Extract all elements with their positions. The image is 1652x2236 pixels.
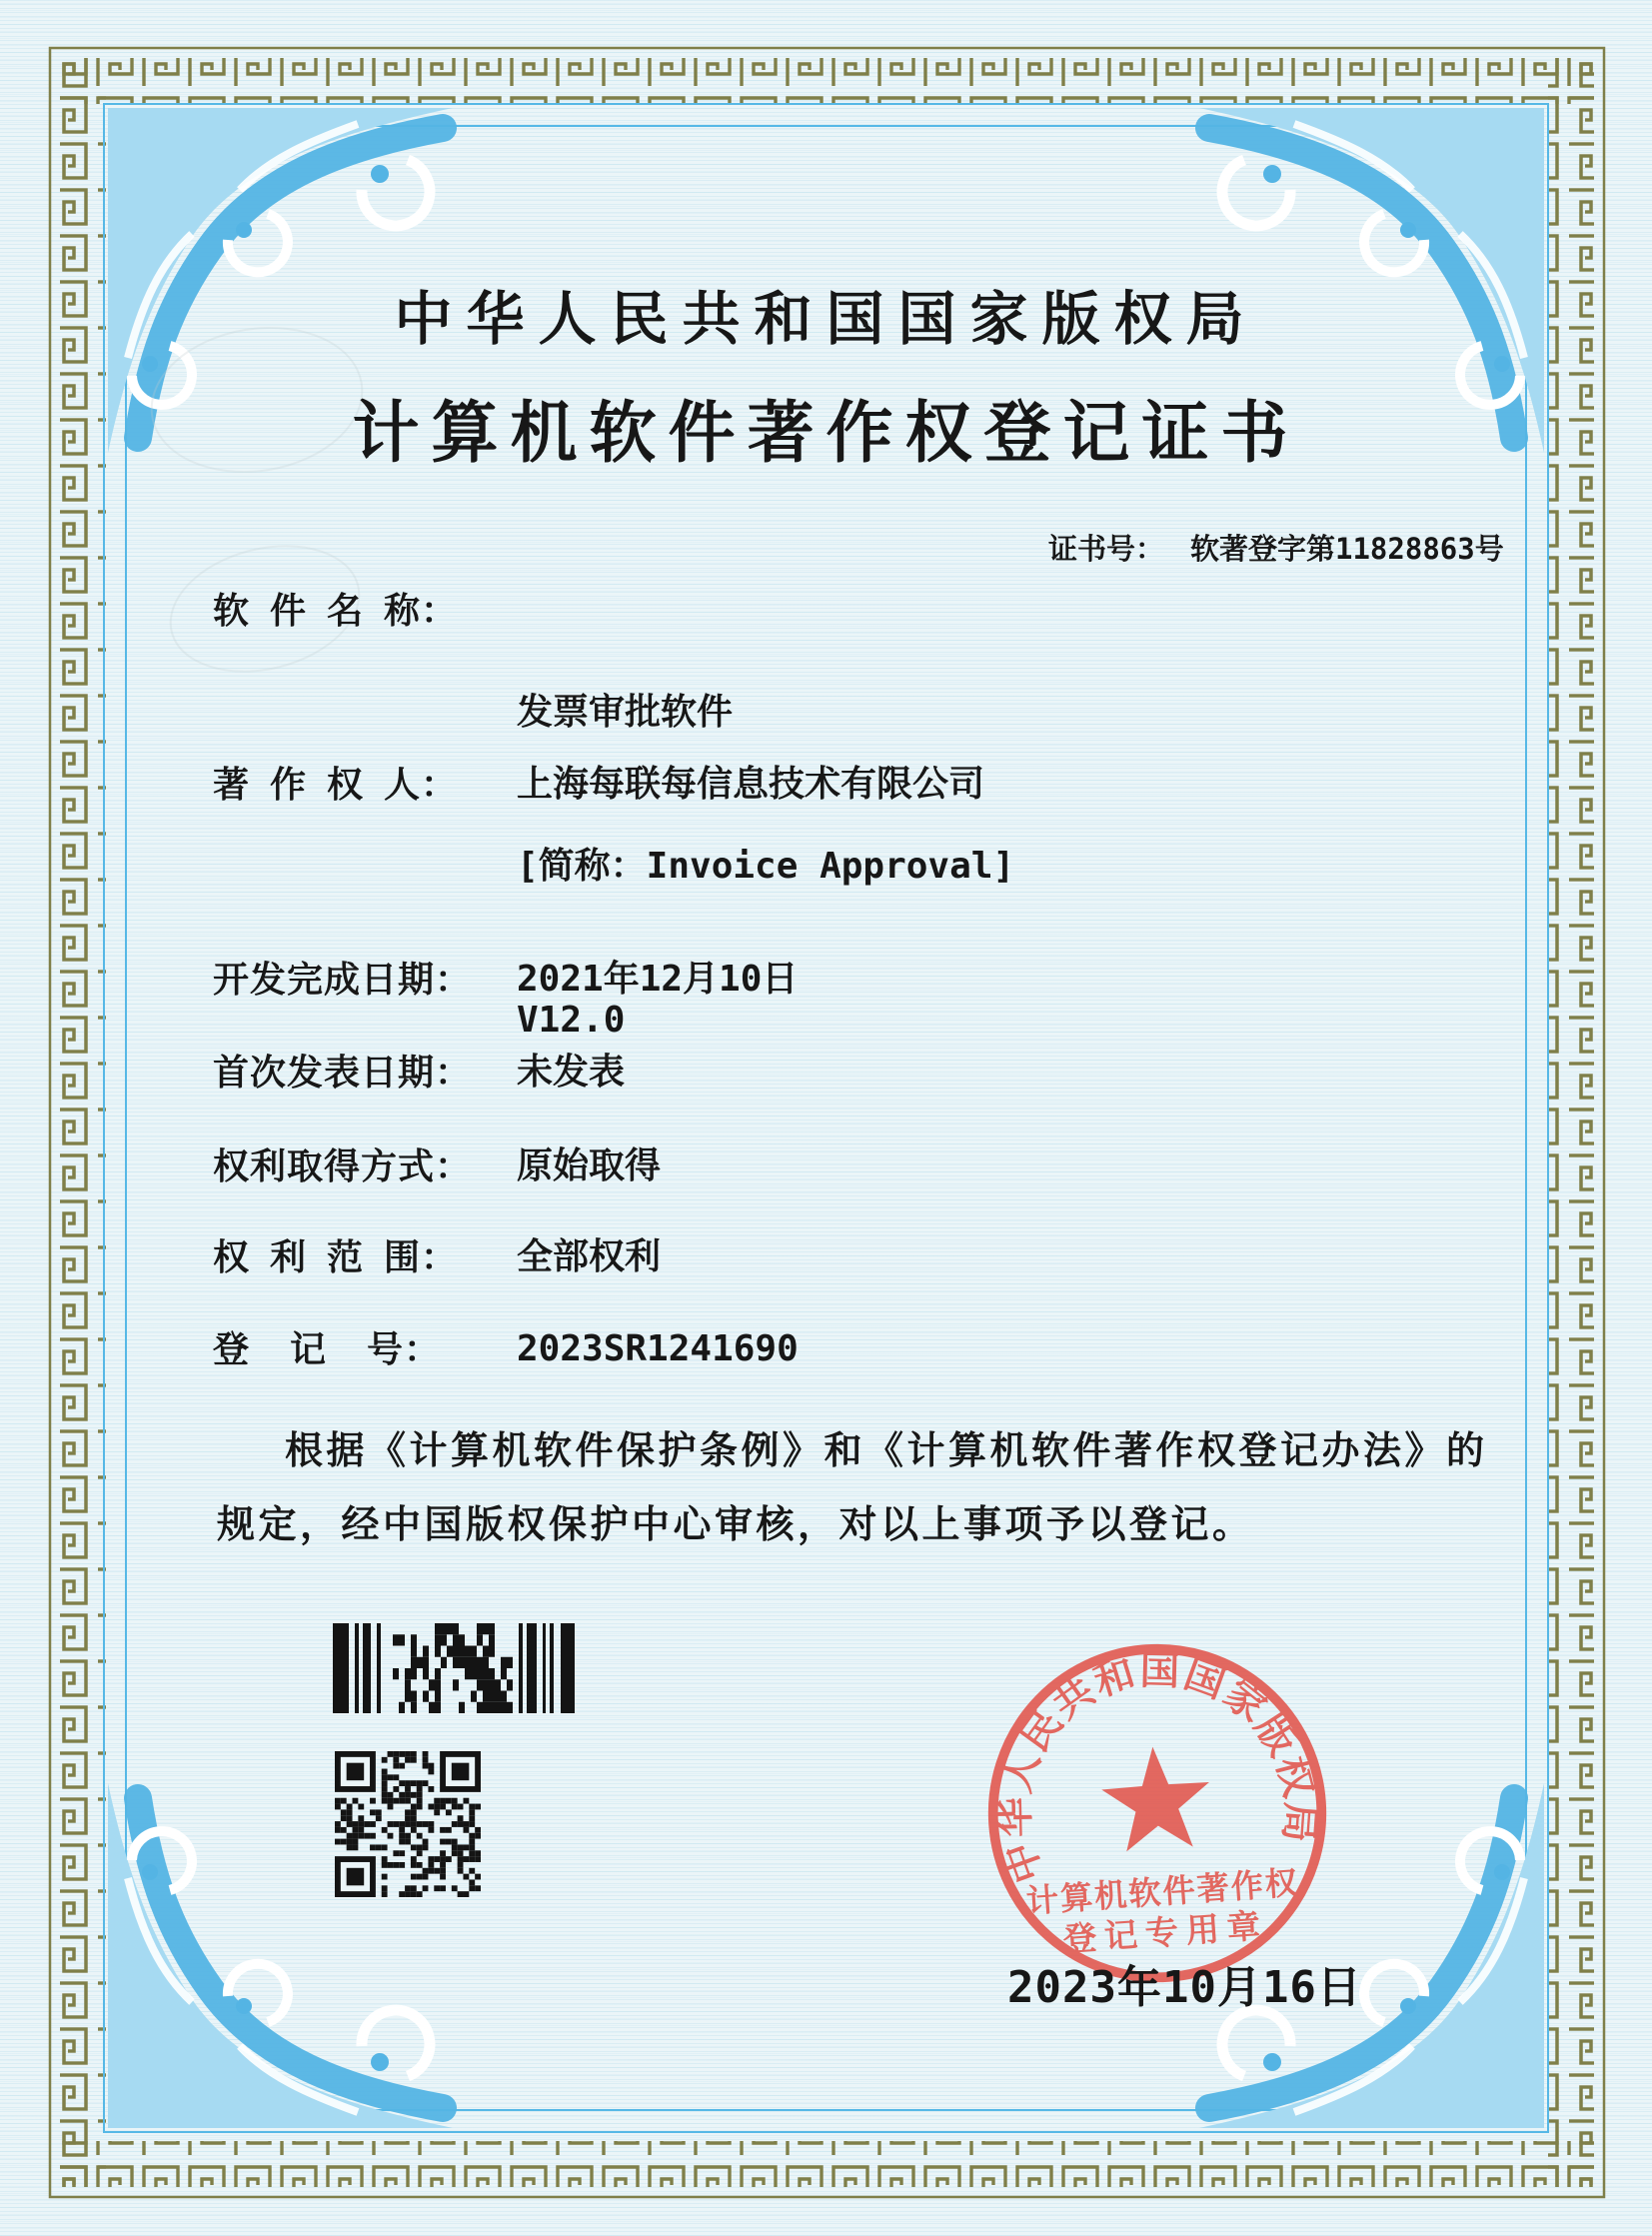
certificate-title: 计算机软件著作权登记证书 [352,397,1300,471]
greek-key-band-top [60,58,1594,104]
greek-key-band-right [1548,58,1594,2187]
field-value: 未发表 [517,1052,626,1093]
field-label: 首次发表日期： [213,1053,473,1093]
greek-key-band-left [60,58,106,2187]
field-label: 权 利 范 围： [213,1237,459,1277]
seal-subtitle-line1: 计算机软件著作权 [1024,1864,1301,1920]
registration-statement-line1: 根据《计算机软件保护条例》和《计算机软件著作权登记办法》的 [285,1430,1488,1472]
field-value: 2023SR1241690 [517,1328,799,1369]
field-label: 权利取得方式： [213,1146,473,1186]
issue-date: 2023年10月16日 [1007,1962,1362,2013]
field-value: 原始取得 [517,1145,662,1186]
certificate-number [1019,494,1504,601]
seal-subtitle-line2: 登记专用章 [1061,1907,1270,1959]
software-name: 发票审批软件 [517,692,734,733]
field-value: 上海每联每信息技术有限公司 [517,764,985,805]
issuing-authority-title: 中华人民共和国国家版权局 [394,287,1258,352]
field-label: 著 作 权 人： [213,765,459,805]
field-label: 软 件 名 称： [213,591,459,631]
greek-key-band-bottom [60,2141,1594,2187]
official-seal [969,1625,1345,2001]
barcode [333,1623,575,1713]
registration-statement-line2: 规定，经中国版权保护中心审核，对以上事项予以登记。 [217,1504,1254,1546]
seal-ring-text: 中华人民共和国国家版权局 [993,1649,1322,1888]
certificate-number-label: 证书号： [1048,534,1165,566]
field-value: 全部权利 [517,1236,662,1277]
software-version: V12.0 [517,1000,626,1041]
field-label: 登 记 号： [213,1329,442,1369]
software-short-name: [简称：Invoice Approval] [517,846,1015,887]
field-value: 2021年12月10日 [517,959,799,1000]
five-pointed-star [1099,1743,1214,1853]
qr-code [335,1751,481,1897]
certificate-number-value: 软著登字第11828863号 [1190,532,1504,566]
field-label: 开发完成日期： [213,960,473,1000]
